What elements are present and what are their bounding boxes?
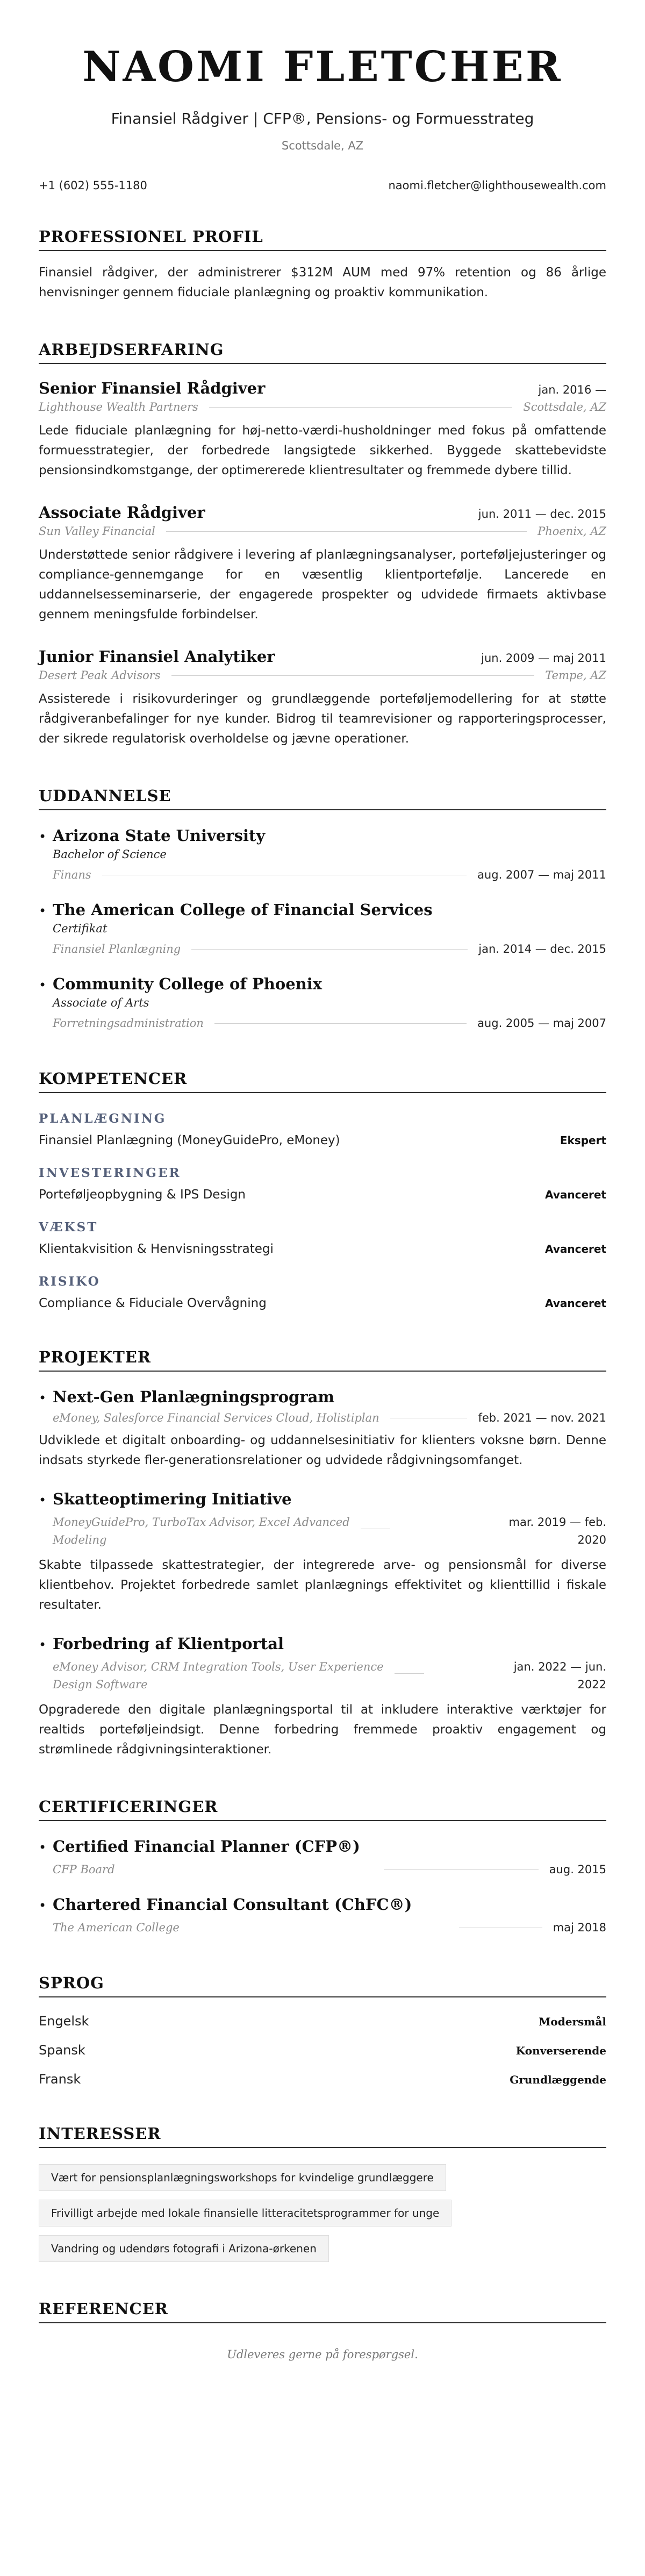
section-title: ARBEJDSERFARING (39, 340, 606, 364)
skill-category: RISIKO (39, 1274, 101, 1289)
company-name: Desert Peak Advisors (39, 669, 161, 682)
certification-entry (39, 1837, 606, 1876)
interests-section (39, 2124, 606, 2262)
education-entry (39, 901, 606, 955)
leader-line (166, 531, 527, 532)
interest-chip: Vært for pensionsplanlægningsworkshops for kvindelige grundlæggere (39, 2164, 446, 2191)
skill-category: VÆKST (39, 1220, 98, 1235)
education-entry (39, 975, 606, 1030)
language-row (39, 2014, 606, 2029)
project-description: Udviklede et digitalt onboarding- og uddannelsesinitiativ for klienters voksne børn. Denne indsats styrkede fler-generationsrelationer og udvidede rådgivningsomfanget. (39, 1433, 606, 1467)
language-name: Fransk (39, 2072, 81, 2087)
section-title: KOMPETENCER (39, 1069, 606, 1093)
job-title: Junior Finansiel Analytiker (39, 647, 275, 666)
skill-category: PLANLÆGNING (39, 1111, 167, 1126)
project-entry (39, 1635, 606, 1760)
bullet-icon: • (39, 903, 47, 918)
project-date-cont: 2022 (577, 1678, 606, 1691)
leader-line (384, 1869, 539, 1870)
school-name: Arizona State University (53, 826, 266, 845)
skill-category: INVESTERINGER (39, 1166, 181, 1180)
section-title: PROJEKTER (39, 1348, 606, 1372)
certification-name: Certified Financial Planner (CFP®) (53, 1837, 360, 1856)
project-name: Forbedring af Klientportal (53, 1635, 284, 1653)
job-location: Phoenix, AZ (538, 525, 606, 538)
experience-entry (39, 503, 606, 625)
leader-line (214, 1023, 467, 1024)
job-location: Tempe, AZ (545, 669, 606, 682)
candidate-location: Scottsdale, AZ (281, 139, 364, 152)
degree-name: Associate of Arts (53, 996, 149, 1009)
projects-section (39, 1348, 606, 1760)
skill-level: Avanceret (545, 1188, 606, 1201)
candidate-name: NAOMI FLETCHER (82, 42, 563, 91)
leader-line (171, 675, 535, 676)
project-description: Opgraderede den digitale planlægningsportal til at inkludere interaktive værktøjer for realtids porteføljeindsigt. Denne forbedring fremmede proaktiv engagement og strømlinede rådgivningsinteraktioner. (39, 1703, 606, 1757)
leader-line (395, 1673, 424, 1674)
skill-group (39, 1274, 606, 1310)
skill-level: Avanceret (545, 1243, 606, 1255)
certifications-section (39, 1797, 606, 1934)
candidate-subtitle: Finansiel Rådgiver | CFP®, Pensions- og Formuesstrateg (111, 110, 534, 127)
field-of-study: Finans (53, 868, 91, 881)
job-location: Scottsdale, AZ (523, 401, 606, 413)
language-level: Konverserende (515, 2044, 606, 2057)
skill-level: Ekspert (560, 1134, 606, 1147)
leader-line (209, 407, 513, 408)
section-title: REFERENCER (39, 2300, 606, 2323)
experience-section (39, 340, 606, 749)
job-date: jan. 2016 — (538, 383, 606, 396)
certification-issuer: CFP Board (53, 1863, 115, 1876)
email-address[interactable]: naomi.fletcher@lighthousewealth.com (388, 179, 606, 192)
certification-issuer: The American College (53, 1921, 180, 1934)
skill-name: Porteføljeopbygning & IPS Design (39, 1188, 246, 1202)
references-text: Udleveres gerne på forespørgsel. (227, 2348, 418, 2361)
skill-name: Klientakvisition & Henvisningsstrategi (39, 1242, 274, 1256)
job-description: Lede fiduciale planlægning for høj-netto-værdi-husholdninger med fokus på omfattende formuesstrategier, der forbedrede langsigtede sikkerhed. Byggede skattebevidste pensionsindkomstgange, der optimererede klientresultater og fremmede dybere tillid. (39, 424, 606, 477)
section-title: PROFESSIONEL PROFIL (39, 227, 606, 251)
certification-date: maj 2018 (553, 1921, 606, 1934)
project-date: mar. 2019 — feb. (508, 1516, 606, 1529)
skill-group (39, 1111, 606, 1147)
field-of-study: Forretningsadministration (53, 1017, 204, 1030)
skill-name: Finansiel Planlægning (MoneyGuidePro, eMoney) (39, 1133, 340, 1147)
leader-line (191, 949, 468, 950)
job-description: Understøttede senior rådgivere i levering af planlægningsanalyser, porteføljejusteringer og compliance-gennemgange for en væsentlig klientportefølje. Lancerede en uddannelsesseminarserie, der engagerede prospekter og udvidede firmaets aktivbase gennem meningsfulde forbindelser. (39, 548, 606, 622)
degree-name: Certifikat (53, 922, 108, 935)
project-tools: MoneyGuidePro, TurboTax Advisor, Excel Advanced (53, 1516, 350, 1529)
company-name: Sun Valley Financial (39, 525, 155, 538)
project-tools-cont: Design Software (53, 1678, 148, 1691)
bullet-icon: • (39, 1840, 47, 1855)
bullet-icon: • (39, 1898, 47, 1913)
language-name: Engelsk (39, 2014, 89, 2029)
interest-chip: Vandring og udendørs fotografi i Arizona-ørkenen (39, 2235, 329, 2262)
experience-entry (39, 379, 606, 481)
language-row (39, 2072, 606, 2087)
project-tools: eMoney Advisor, CRM Integration Tools, User Experience (53, 1660, 384, 1673)
interest-chip: Frivilligt arbejde med lokale finansielle litteracitetsprogrammer for unge (39, 2200, 452, 2227)
school-name: Community College of Phoenix (53, 975, 322, 993)
section-title: CERTIFICERINGER (39, 1797, 606, 1821)
bullet-icon: • (39, 977, 47, 993)
skill-group (39, 1220, 606, 1256)
education-entry (39, 826, 606, 881)
project-date: jan. 2022 — jun. (513, 1660, 606, 1673)
skill-group (39, 1166, 606, 1202)
certification-entry (39, 1895, 606, 1934)
language-level: Grundlæggende (510, 2073, 606, 2086)
languages-section (39, 1974, 606, 2087)
certification-name: Chartered Financial Consultant (ChFC®) (53, 1895, 412, 1914)
bullet-icon: • (39, 829, 47, 844)
bullet-icon: • (39, 1493, 47, 1508)
project-entry (39, 1490, 606, 1615)
project-date-cont: 2020 (577, 1533, 606, 1546)
section-title: SPROG (39, 1974, 606, 1997)
project-entry (39, 1388, 606, 1471)
skill-name: Compliance & Fiduciale Overvågning (39, 1296, 267, 1310)
job-description: Assisterede i risikovurderinger og grundlæggende porteføljemodellering for at støtte rådgiveranbefalinger for nye kunder. Bidrog til teamrevisioner og rapporteringsprocesser, der sikrede regulatorisk overholdelse og jævne operationer. (39, 692, 606, 746)
school-name: The American College of Financial Services (53, 901, 433, 919)
education-date: aug. 2005 — maj 2007 (477, 1017, 606, 1030)
skill-level: Avanceret (545, 1297, 606, 1310)
certification-date: aug. 2015 (549, 1863, 606, 1876)
skills-section (39, 1069, 606, 1310)
education-date: jan. 2014 — dec. 2015 (478, 943, 606, 955)
education-section (39, 787, 606, 1030)
experience-entry (39, 647, 606, 749)
language-row (39, 2043, 606, 2058)
language-name: Spansk (39, 2043, 85, 2058)
degree-name: Bachelor of Science (53, 848, 167, 861)
profile-section (39, 227, 606, 303)
phone-number[interactable]: +1 (602) 555-1180 (39, 179, 147, 192)
company-name: Lighthouse Wealth Partners (39, 401, 198, 413)
project-tools: eMoney, Salesforce Financial Services Cloud, Holistiplan (53, 1411, 379, 1424)
project-description: Skabte tilpassede skattestrategier, der integrerede arve- og pensionsmål for diverse klientbehov. Projektet forbedrede samlet planlægnings effektivitet og klienttillid i fiskale resultater. (39, 1558, 606, 1612)
profile-text: Finansiel rådgiver, der administrerer $312M AUM med 97% retention og 86 årlige henvisninger gennem fiduciale planlægning og proaktiv kommunikation. (39, 266, 606, 299)
field-of-study: Finansiel Planlægning (53, 943, 181, 955)
job-date: jun. 2009 — maj 2011 (481, 652, 606, 665)
job-date: jun. 2011 — dec. 2015 (478, 508, 606, 520)
resume-header (39, 0, 606, 152)
language-level: Modersmål (539, 2015, 606, 2028)
project-name: Skatteoptimering Initiative (53, 1490, 292, 1508)
bullet-icon: • (39, 1390, 47, 1405)
bullet-icon: • (39, 1637, 47, 1652)
job-title: Associate Rådgiver (39, 503, 205, 522)
references-section (39, 2300, 606, 2361)
project-date: feb. 2021 — nov. 2021 (478, 1411, 606, 1424)
section-title: UDDANNELSE (39, 787, 606, 810)
job-title: Senior Finansiel Rådgiver (39, 379, 266, 397)
project-name: Next-Gen Planlægningsprogram (53, 1388, 335, 1406)
project-tools-cont: Modeling (53, 1533, 107, 1546)
section-title: INTERESSER (39, 2124, 606, 2148)
contact-row (39, 179, 606, 192)
education-date: aug. 2007 — maj 2011 (477, 868, 606, 881)
